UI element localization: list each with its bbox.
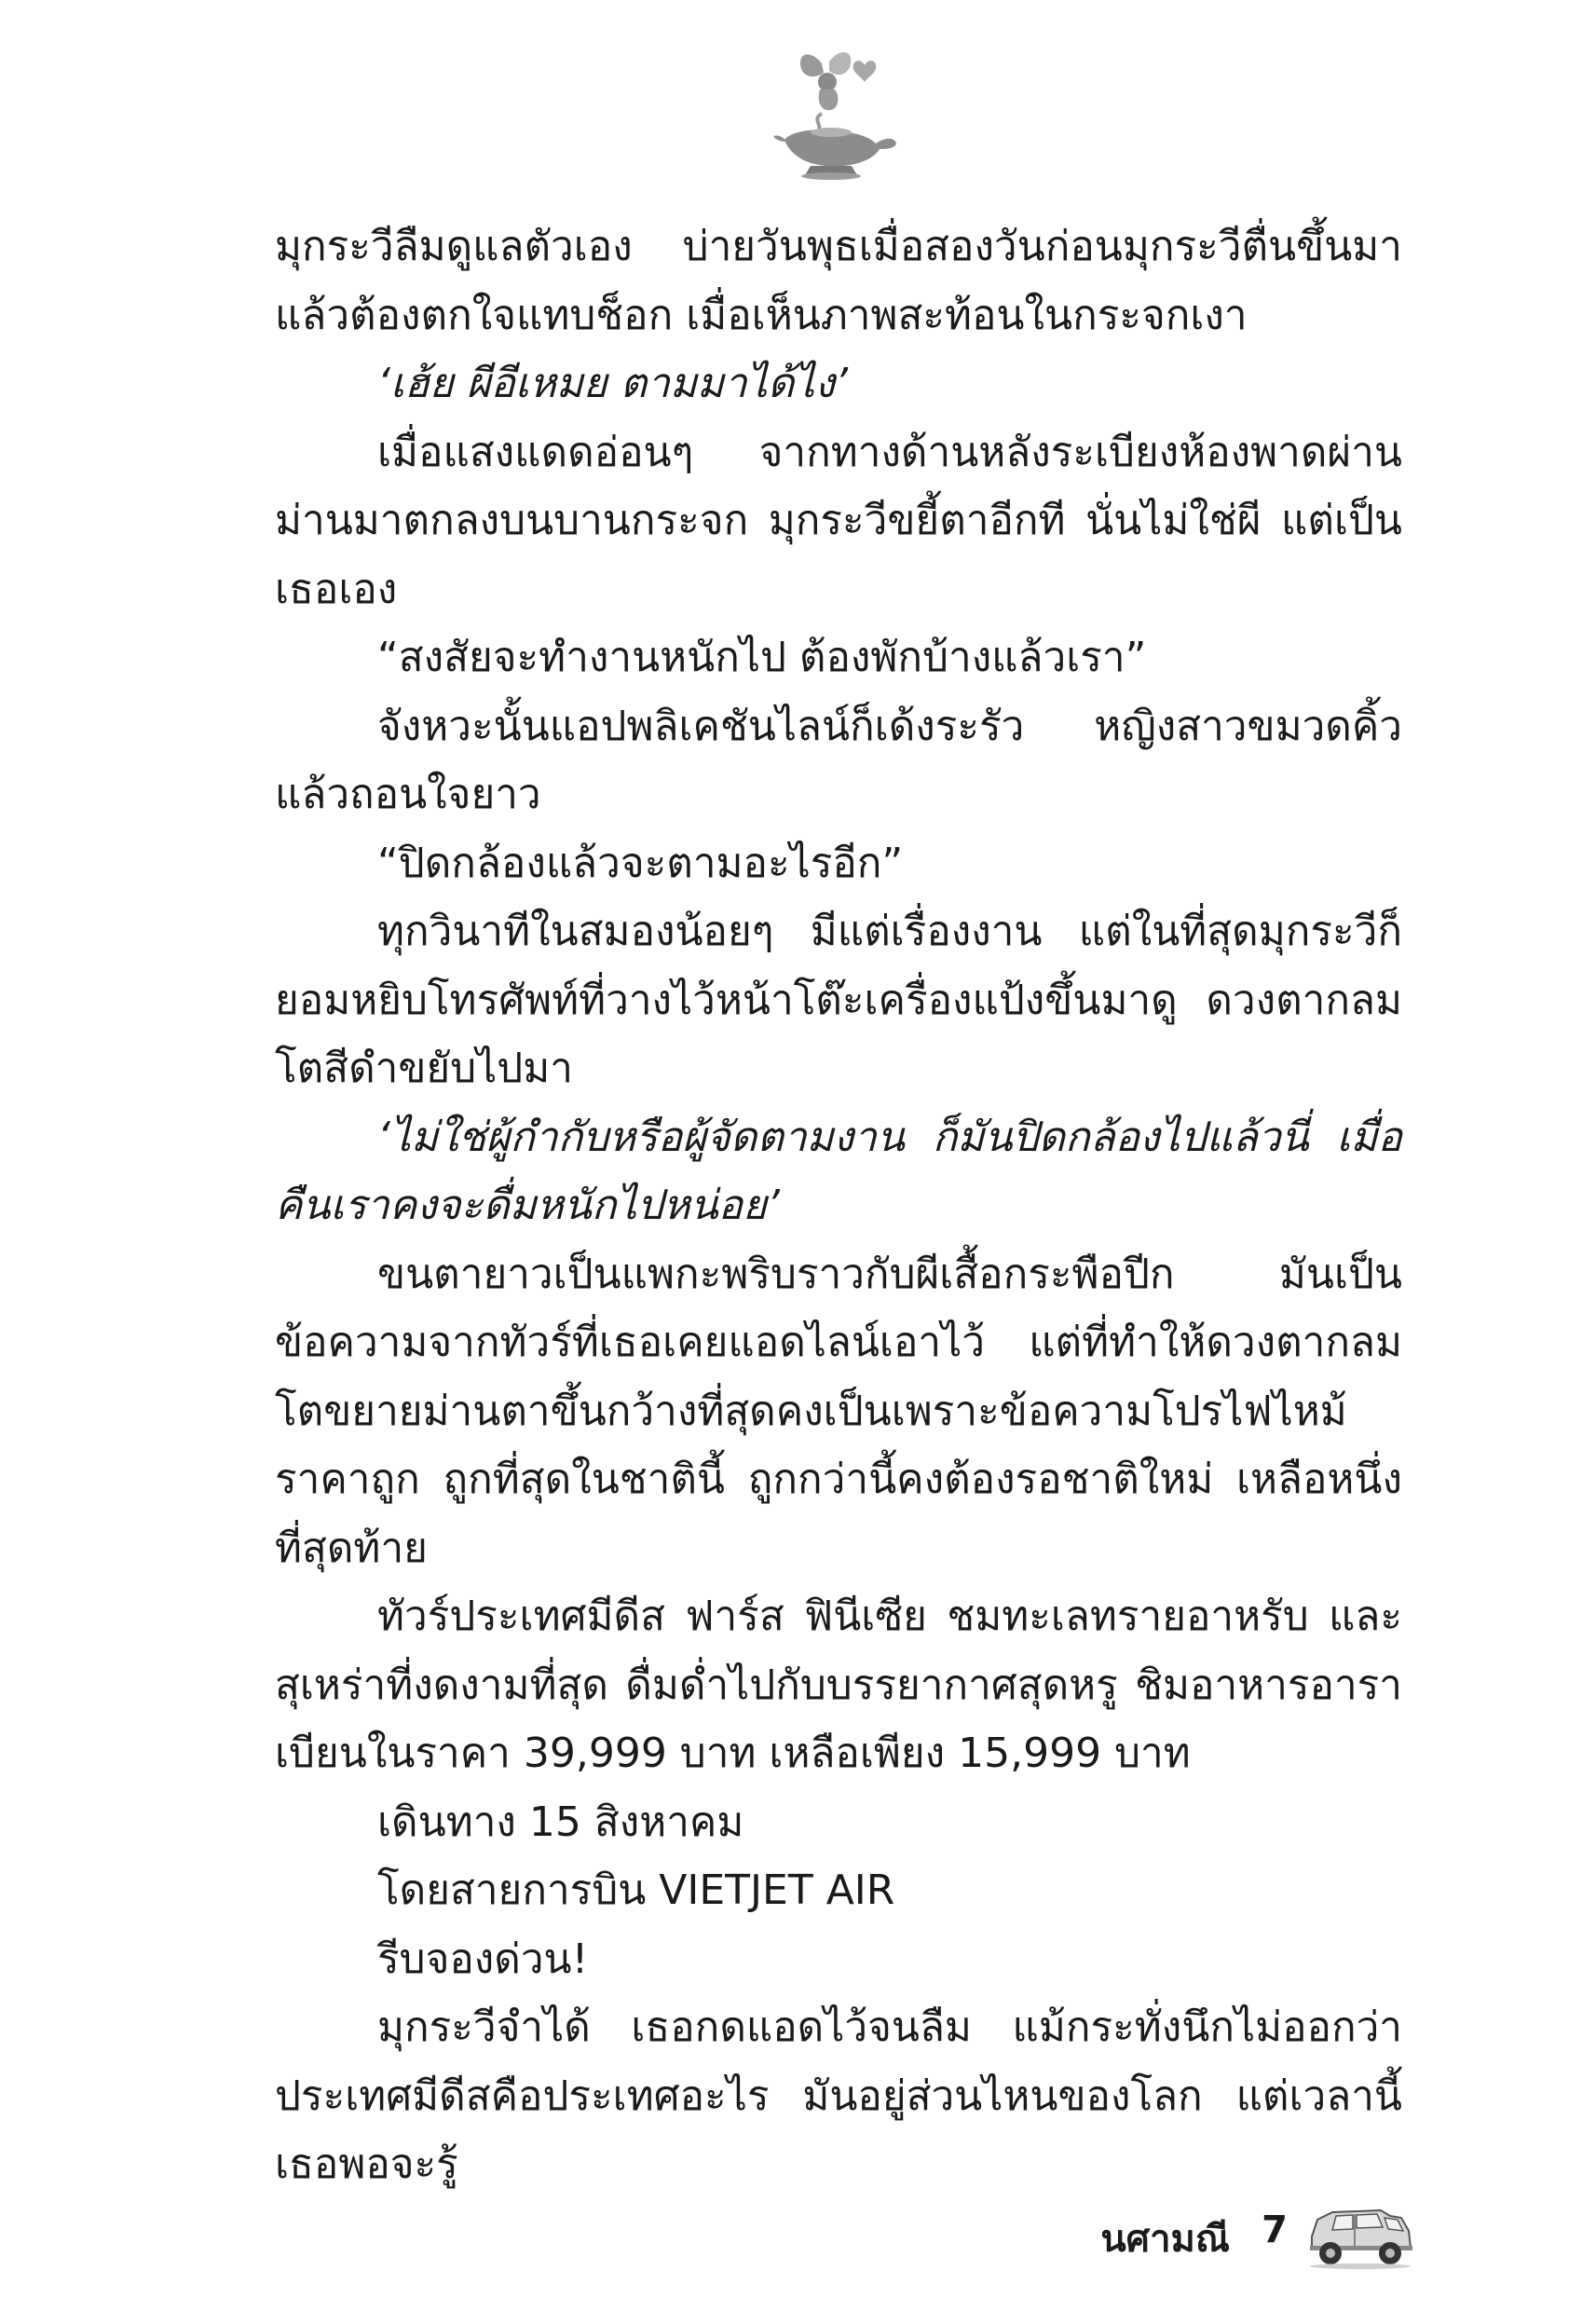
page-footer: [1081, 2199, 1453, 2274]
paragraph: โดยสายการบิน VIETJET AIR: [377, 1867, 895, 1914]
paragraph: มุกระวีลืมดูแลตัวเอง บ่ายวันพุธเมื่อสองวันก่อนมุกระวีตื่นขึ้นมาแล้วต้องตกใจแทบช็อก เมื่อเห็นภาพสะท้อนในกระจกเงา: [275, 223, 1402, 339]
body-text: [275, 212, 1402, 2199]
paragraph: มุกระวีจำได้ เธอกดแอดไว้จนลืม แม้กระทั่งนึกไม่ออกว่าประเทศมีดีสคือประเทศอะไร มันอยู่ส่วนไหนของโลก แต่เวลานี้เธอพอจะรู้: [275, 2003, 1402, 2188]
genie-lamp-cherub-icon: [764, 45, 904, 185]
jeep-car-icon: [1304, 2199, 1416, 2272]
paragraph: “สงสัยจะทำงานหนักไป ต้องพักบ้างแล้วเรา”: [377, 634, 1147, 681]
paragraph: ทุกวินาทีในสมองน้อยๆ มีแต่เรื่องงาน แต่ในที่สุดมุกระวีก็ยอมหยิบโทรศัพท์ที่วางไว้หน้าโต๊ะเครื่องแป้งขึ้นมาดู ดวงตากลมโตสีดำขยับไปมา: [275, 908, 1402, 1092]
footer-author: นศามณี: [1100, 2218, 1230, 2261]
paragraph: ขนตายาวเป็นแพกะพริบราวกับผีเสื้อกระพือปีก มันเป็นข้อความจากทัวร์ที่เธอเคยแอดไลน์เอาไว้ แต่ที่ทำให้ดวงตากลมโตขยายม่านตาขึ้นกว้างที่สุดคงเป็นเพราะข้อความโปรไฟไหม้ราคาถูก ถูกที่สุดในชาตินี้ ถูกกว่านี้คงต้องรอชาติใหม่ เหลือหนึ่งที่สุดท้าย: [275, 1250, 1402, 1572]
paragraph: จังหวะนั้นแอปพลิเคชันไลน์ก็เด้งระรัว หญิงสาวขมวดคิ้วแล้วถอนใจยาว: [275, 702, 1402, 818]
paragraph: เมื่อแสงแดดอ่อนๆ จากทางด้านหลังระเบียงห้องพาดผ่านม่านมาตกลงบนบานกระจก มุกระวีขยี้ตาอีกที นั่นไม่ใช่ผี แต่เป็นเธอเอง: [275, 428, 1402, 613]
paragraph: ‘ไม่ใช่ผู้กำกับหรือผู้จัดตามงาน ก็มันปิดกล้องไปแล้วนี่ เมื่อคืนเราคงจะดื่มหนักไปหน่อย’: [275, 1113, 1402, 1229]
paragraph: รีบจองด่วน!: [377, 1935, 589, 1983]
page-number: 7: [1262, 2208, 1288, 2251]
paragraph: ทัวร์ประเทศมีดีส ฟาร์ส ฟินีเซีย ชมทะเลทรายอาหรับ และสุเหร่าที่งดงามที่สุด ดื่มด่ำไปกับบรรยากาศสุดหรู ชิมอาหารอาราเบียนในราคา 39,999 บาท เหลือเพียง 15,999 บาท: [275, 1593, 1402, 1777]
paragraph: “ปิดกล้องแล้วจะตามอะไรอีก”: [377, 839, 904, 887]
paragraph: ‘เฮ้ย ผีอีเหมย ตามมาได้ไง’: [377, 360, 848, 407]
paragraph: เดินทาง 15 สิงหาคม: [377, 1798, 744, 1846]
